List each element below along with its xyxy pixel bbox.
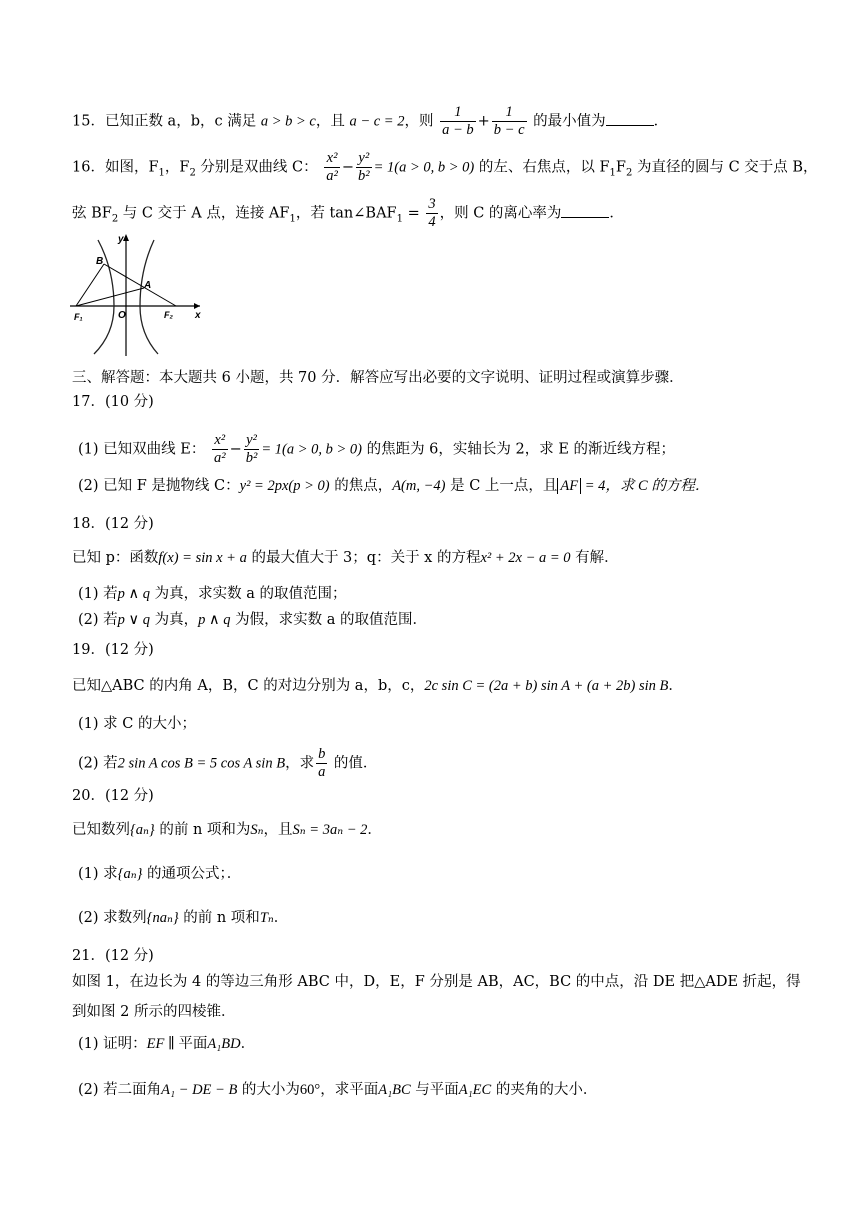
question-16-line1	[72, 150, 818, 185]
label-A: A	[144, 280, 152, 291]
label-y: y	[118, 234, 124, 245]
q16-equation: = 1(a > 0, b > 0)	[373, 159, 475, 176]
q18-function: f(x) = sin x + a	[158, 550, 247, 566]
q17-abs-AF: AF	[557, 478, 581, 494]
q15-mid: ，且	[315, 113, 345, 130]
question-15	[72, 104, 800, 139]
q21-heading: 21．(12 分)	[72, 948, 154, 964]
q19-stem-b: ．	[668, 678, 683, 694]
q18-p2-c: 为假，求实数 a 的取值范围．	[230, 612, 427, 628]
q16-x-fraction: $\frac{\text{x²}}{\text{a²}}$	[326, 150, 338, 184]
q17-p2-a: (2) 已知 F 是抛物线 C：	[78, 478, 240, 494]
q17-heading: 17．(10 分)	[72, 394, 154, 410]
q21-p2-e: 的夹角的大小．	[491, 1082, 598, 1098]
q16-line2-b: 与 C 交于 A 点，连接 AF	[118, 205, 290, 222]
q18-stem-a: 已知 p：函数	[72, 550, 159, 566]
q20-stem-b: 的前 n 项和为	[154, 822, 251, 838]
q20-p2-b: 的前 n 项和	[178, 910, 260, 926]
q17-equation: = 1(a > 0, b > 0)	[261, 441, 362, 458]
q18-p-or-q: p ∨ q	[117, 612, 151, 628]
q16-line2-sub2: 2	[111, 213, 119, 225]
q18-p2-b: 为真，	[150, 612, 199, 628]
q21-part1	[78, 1034, 800, 1054]
q16-minus: −	[341, 159, 355, 176]
q17-point-A: A(m, −4)	[392, 478, 446, 494]
q17-p2-c: 是 C 上一点，且	[445, 478, 558, 494]
q19-stem	[72, 676, 800, 696]
q21-plane-A1EC: A₁EC	[458, 1082, 492, 1098]
q19-p2-c: 的值．	[329, 755, 378, 772]
q18-p2-a: (2) 若	[78, 612, 118, 628]
q21-p2-c: ，求平面	[320, 1082, 379, 1098]
q17-y-fraction: $\frac{\text{y²}}{\text{b²}}$	[245, 432, 258, 466]
q19-heading: 19．(12 分)	[72, 642, 154, 658]
q15-condition1: a > b > c	[260, 113, 316, 130]
q20-stem	[72, 820, 800, 840]
q18-p-and-q: p ∧ q	[117, 586, 151, 602]
q16-sub2b: 2	[625, 167, 633, 179]
q21-EF-parallel: EF ∥	[146, 1036, 179, 1052]
q21-dihedral-angle: A₁ − DE − B	[161, 1082, 238, 1098]
q16-sub1: 1	[158, 167, 165, 179]
q16-line2-c: ，若 tan∠BAF	[295, 205, 397, 222]
q16-text-f: 为直径的圆与 C 交于点 B，	[632, 159, 818, 176]
q21-p2-a: (2) 若二面角	[78, 1082, 162, 1098]
q16-line2-sub1: 1	[289, 213, 296, 225]
q17-part2	[78, 476, 800, 496]
label-B: B	[96, 256, 104, 267]
right-branch	[140, 240, 158, 354]
q21-p2-d: 与平面	[410, 1082, 459, 1098]
q21-part2	[78, 1080, 800, 1100]
q20-Sn: Sₙ	[250, 822, 264, 838]
q21-plane-A1BD: A₁BD	[207, 1036, 241, 1052]
q17-p2-d: = 4，求 C 的方程．	[581, 478, 710, 494]
q17-part1	[78, 432, 800, 467]
q16-sub1b: 1	[609, 167, 616, 179]
q17-p2-b: 的焦点，	[329, 478, 393, 494]
q16-line2-a: 弦 BF	[72, 205, 112, 222]
q18-part1	[78, 584, 800, 604]
q15-tail: 的最小值为	[533, 113, 606, 130]
q20-p2-c: ．	[273, 910, 289, 926]
q17-x-fraction: $\frac{\text{x²}}{\text{a²}}$	[213, 432, 226, 466]
q16-sub2: 2	[189, 167, 196, 179]
q15-condition2: a − c = 2	[349, 113, 405, 130]
q18-p-and-q-2: p ∧ q	[198, 612, 231, 628]
q15-fraction1: $\frac{1}{a - b}$	[442, 104, 474, 138]
q15-plus: +	[477, 113, 490, 130]
q15-mid2: ，则	[404, 113, 434, 130]
label-F2: F₂	[164, 310, 173, 320]
q21-stem-line2: 到如图 2 所示的四棱锥．	[72, 1004, 236, 1020]
q20-heading: 20．(12 分)	[72, 788, 154, 804]
label-F1: F₁	[74, 312, 83, 322]
q16-tan-fraction: $\frac{3}{4}$	[428, 196, 436, 230]
q20-p2-sequence: {naₙ}	[146, 910, 179, 926]
q20-p1-a: (1) 求	[78, 866, 118, 882]
q19-stem-a: 已知△ABC 的内角 A，B，C 的对边分别为 a，b，c，	[72, 678, 425, 694]
q18-stem-c: 有解．	[570, 550, 619, 566]
q20-p2-a: (2) 求数列	[78, 910, 147, 926]
q16-line2-e: ，则 C 的离心率为	[439, 205, 562, 222]
label-O: O	[118, 310, 126, 321]
q19-equation: 2c sin C = (2a + b) sin A + (a + 2b) sin B	[424, 678, 669, 694]
q15-text: 15．已知正数 a，b，c 满足	[72, 113, 257, 130]
q19-part1: (1) 求 C 的大小；	[78, 716, 196, 732]
section-3-heading: 三、解答题：本大题共 6 小题，共 70 分．解答应写出必要的文字说明、证明过程或演算步骤．	[72, 370, 684, 386]
q16-answer-blank	[561, 203, 609, 218]
question-16-line2	[72, 196, 800, 231]
q18-equation: x² + 2x − a = 0	[480, 550, 571, 566]
q21-p1-a: (1) 证明：	[78, 1036, 147, 1052]
q18-stem-b: 的最大值大于 3；q：关于 x 的方程	[246, 550, 481, 566]
q16-line2-f: ．	[609, 205, 624, 222]
q16-line2-sub1b: 1	[396, 213, 403, 225]
q17-minus: −	[229, 441, 242, 458]
q16-text-b: ，F	[164, 159, 190, 176]
q20-part1	[78, 864, 800, 884]
label-x: x	[195, 310, 201, 321]
q15-answer-blank	[606, 111, 654, 126]
q18-p1-b: 为真，求实数 a 的取值范围；	[150, 586, 347, 602]
q19-part2	[78, 746, 800, 781]
q18-stem	[72, 548, 800, 568]
q19-b-over-a: $\frac{b}{a}$	[318, 746, 326, 780]
q19-p2-b: ，求	[285, 755, 315, 772]
q20-p1-b: 的通项公式；．	[142, 866, 242, 882]
q16-text-c: 分别是双曲线 C：	[195, 159, 318, 176]
q15-fraction2: $\frac{1}{b - c}$	[493, 104, 525, 138]
q16-line2-d: =	[402, 205, 420, 222]
y-axis-arrow	[123, 234, 129, 241]
q20-p1-sequence: {aₙ}	[117, 866, 143, 882]
q17-p1-a: (1) 已知双曲线 E：	[78, 441, 206, 458]
hyperbola-figure	[68, 230, 204, 360]
q20-Tn: Tₙ	[259, 910, 274, 926]
q16-y-fraction: $\frac{\text{y²}}{\text{b²}}$	[358, 150, 370, 184]
q21-p1-b: 平面	[178, 1036, 208, 1052]
q21-p1-c: ．	[240, 1036, 256, 1052]
q20-stem-a: 已知数列	[72, 822, 130, 838]
q20-equation: Sₙ = 3aₙ − 2	[292, 822, 368, 838]
q21-angle-60: 60°	[299, 1082, 321, 1098]
q16-text-d: 的左、右焦点，以 F	[474, 159, 610, 176]
x-axis-arrow	[194, 303, 200, 309]
q21-p2-b: 的大小为	[237, 1082, 300, 1098]
q15-end: ．	[653, 113, 669, 130]
q20-stem-d: ．	[367, 822, 382, 838]
q18-part2	[78, 610, 800, 630]
q16-text-a: 16．如图，F	[72, 159, 159, 176]
q18-p1-a: (1) 若	[78, 586, 118, 602]
q18-heading: 18．(12 分)	[72, 516, 154, 532]
q17-parabola: y² = 2px(p > 0)	[239, 478, 330, 494]
q21-stem-line1: 如图 1，在边长为 4 的等边三角形 ABC 中，D，E，F 分别是 AB，AC，BC 的中点，沿 DE 把△ADE 折起，得	[72, 974, 801, 990]
q20-stem-c: ，且	[263, 822, 293, 838]
q17-p1-b: 的焦距为 6，实轴长为 2，求 E 的渐近线方程；	[361, 441, 676, 458]
q20-part2	[78, 908, 800, 928]
q20-sequence: {aₙ}	[130, 822, 155, 838]
q19-p2-equation: 2 sin A cos B = 5 cos A sin B	[117, 755, 286, 772]
q16-text-e: F	[615, 159, 626, 176]
q19-p2-a: (2) 若	[78, 755, 118, 772]
q21-plane-A1BC: A₁BC	[378, 1082, 411, 1098]
